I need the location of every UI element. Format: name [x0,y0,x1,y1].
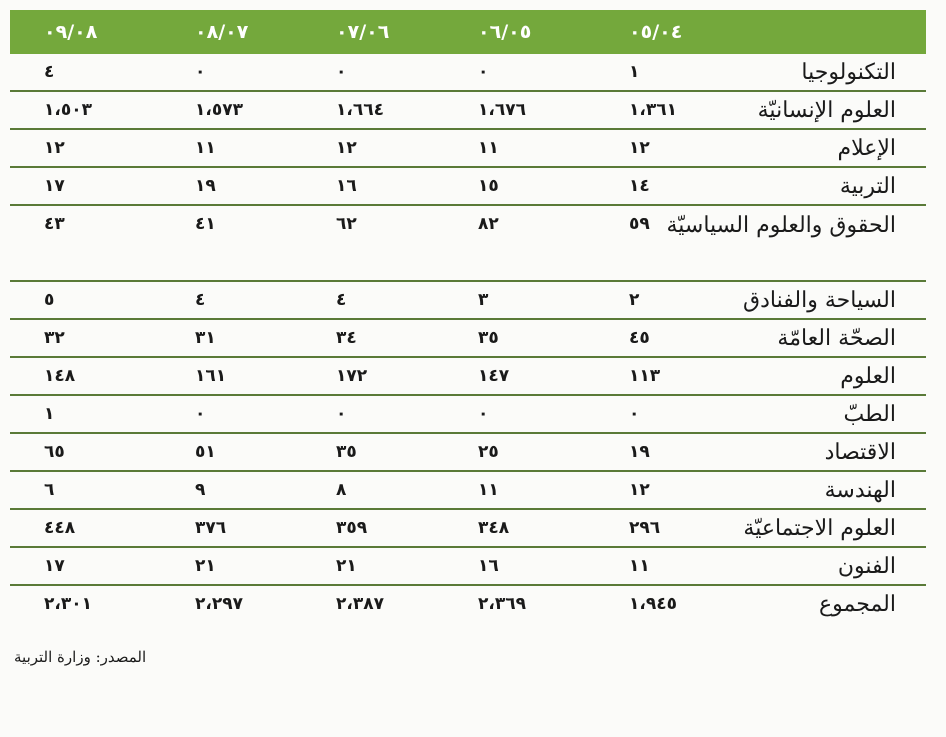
table-cell: ٥٩ [629,214,650,234]
table-cell: ٤٥ [629,328,650,348]
table-cell: ٠ [629,404,640,424]
table-cell: ٠ [478,404,489,424]
table-cell: ١٩ [629,442,650,462]
table-cell: ١٢ [629,480,650,500]
table-cell: ٢،٣٦٩ [478,594,526,614]
table-row [10,54,926,92]
row-label: العلوم الاجتماعيّة [743,516,896,541]
table-cell: ٤ [336,290,347,310]
table-cell: ٣٧٦ [195,518,227,538]
table-row [10,434,926,472]
row-label: التربية [839,174,896,199]
table-cell: ٥ [44,290,55,310]
table-cell: ١،٣٦١ [629,100,677,120]
table-cell: ١١ [629,556,650,576]
year-header: ٠٧/٠٦ [336,21,390,43]
table-row [10,320,926,358]
table-cell: ١،٦٦٤ [336,100,384,120]
table-cell: ١،٥٠٣ [44,100,92,120]
row-label: العلوم [840,364,896,389]
table-cell: ٥١ [195,442,216,462]
table-row [10,396,926,434]
table-cell: ١١ [195,138,216,158]
table-cell: ٠ [195,62,206,82]
table-cell: ٢ [629,290,640,310]
row-label: العلوم الإنسانيّة [757,98,896,123]
table-cell: ١١٣ [629,366,661,386]
table-cell: ٦٢ [336,214,357,234]
table-cell: ١٧ [44,556,65,576]
row-label: الحقوق والعلوم السياسيّة [666,213,896,238]
table-cell: ٤٤٨ [44,518,76,538]
table-cell: ١٤٨ [44,366,76,386]
table-cell: ١١ [478,138,499,158]
year-header: ٠٩/٠٨ [44,21,98,43]
table-row [10,358,926,396]
table-cell: ٣٤٨ [478,518,510,538]
table-cell: ١٢ [44,138,65,158]
table-row [10,510,926,548]
table-cell: ١٧ [44,176,65,196]
table-cell: ٣٤ [336,328,357,348]
table-cell: ٣٢ [44,328,65,348]
table-cell: ٢٩٦ [629,518,661,538]
table-cell: ٨ [336,480,347,500]
table-cell: ٠ [195,404,206,424]
table-cell: ٢،٣٠١ [44,594,92,614]
table-cell: ١ [629,62,640,82]
table-cell: ٣ [478,290,489,310]
table-cell: ٤١ [195,214,216,234]
table-row [10,168,926,206]
table-cell: ١٦١ [195,366,227,386]
table-cell: ١٤ [629,176,650,196]
table-cell: ٨٢ [478,214,499,234]
table-cell: ٢٥ [478,442,499,462]
table-cell: ٤ [195,290,206,310]
table-cell: ٦٥ [44,442,65,462]
table-cell: ٣١ [195,328,216,348]
row-label: الصحّة العامّة [777,326,896,351]
table-row [10,586,926,622]
table-cell: ١٩ [195,176,216,196]
table-cell: ٤٣ [44,214,65,234]
table-cell: ١١ [478,480,499,500]
row-label: الطبّ [843,402,896,427]
table-cell: ١،٩٤٥ [629,594,677,614]
table-cell: ١،٦٧٦ [478,100,526,120]
table-cell: ١٥ [478,176,499,196]
table-row [10,282,926,320]
table-cell: ٢،٣٨٧ [336,594,384,614]
table-cell: ٢،٢٩٧ [195,594,243,614]
year-header: ٠٨/٠٧ [195,21,249,43]
row-label: الهندسة [824,478,896,503]
statistics-table [10,10,926,622]
table-row [10,130,926,168]
row-label: الاقتصاد [824,440,896,465]
table-cell: ١٦ [478,556,499,576]
table-row [10,472,926,510]
table-cell: ٦ [44,480,55,500]
table-cell: ٠ [336,404,347,424]
source-note: المصدر: وزارة التربية [14,648,147,666]
table-row [10,548,926,586]
table-cell: ٣٥٩ [336,518,368,538]
table-body [10,54,926,622]
table-cell: ٣٥ [336,442,357,462]
table-row [10,206,926,282]
table-cell: ٢١ [336,556,357,576]
table-cell: ٣٥ [478,328,499,348]
row-label: السياحة والفنادق [743,288,896,313]
table-cell: ١٢ [629,138,650,158]
row-label: المجموع [819,592,896,617]
table-row [10,92,926,130]
table-cell: ١٧٢ [336,366,368,386]
table-header [10,10,926,54]
year-header: ٠٥/٠٤ [629,21,683,43]
year-header: ٠٦/٠٥ [478,21,532,43]
table-cell: ٩ [195,480,206,500]
table-cell: ١٢ [336,138,357,158]
row-label: الفنون [837,554,896,579]
table-cell: ١ [44,404,55,424]
table-cell: ١،٥٧٣ [195,100,243,120]
table-cell: ٤ [44,62,55,82]
table-cell: ١٤٧ [478,366,510,386]
row-label: التكنولوجيا [801,60,896,85]
table-cell: ١٦ [336,176,357,196]
table-cell: ٢١ [195,556,216,576]
table-cell: ٠ [336,62,347,82]
table-cell: ٠ [478,62,489,82]
row-label: الإعلام [837,136,896,161]
